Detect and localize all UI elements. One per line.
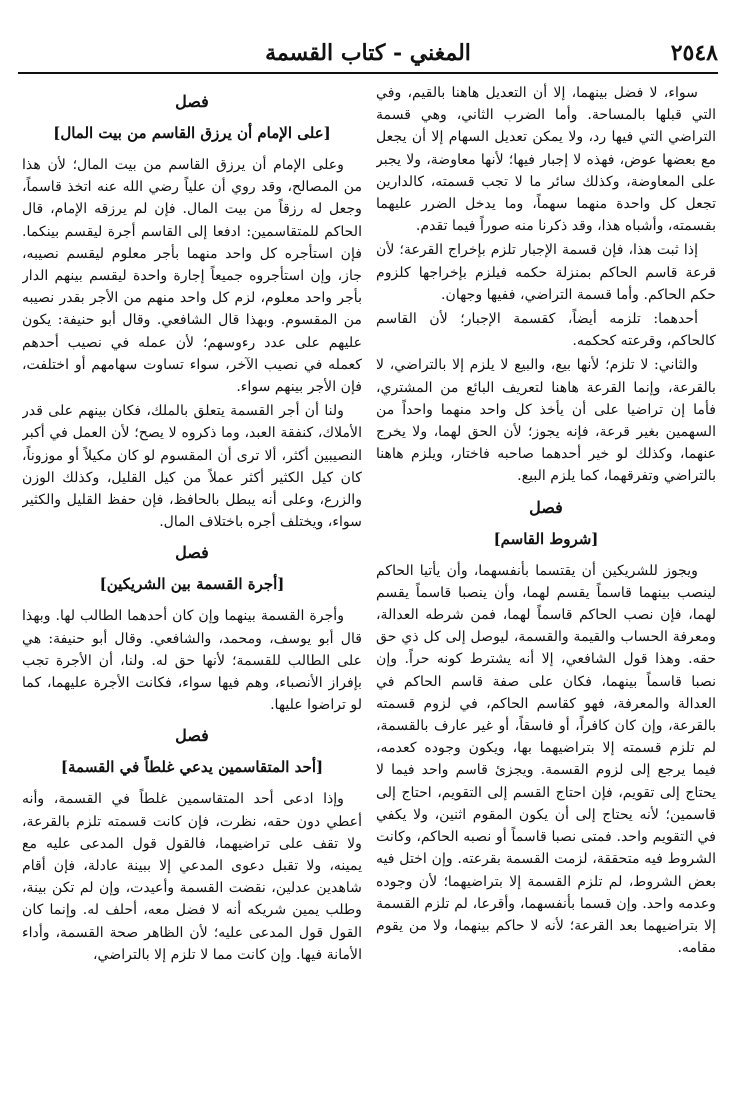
- running-title: المغني - كتاب القسمة: [265, 40, 471, 66]
- paragraph: أحدهما: تلزمه أيضاً، كقسمة الإجبار؛ لأن القاسم كالحاكم، وقرعته كحكمه.: [376, 311, 716, 350]
- section-heading: فصل: [529, 497, 563, 517]
- section-subheading: [أحد المتقاسمين يدعي غلطاً في القسمة]: [60, 758, 324, 777]
- left-column: [22, 82, 362, 1082]
- header-rule: [18, 72, 718, 74]
- paragraph: ويجوز للشريكين أن يقتسما بأنفسهما، وأن يأتيا الحاكم لينصب بينهما قاسماً يقسم لهما، وأن ينصبا قاسماً يقسم لهما، فإن نصب الحاكم قاسماً لهما، فمن شرطه العدالة، ومعرفة الحساب والقيمة والقسمة، ليوصل إلى كل ذي حق حقه. وهذا قول الشافعي، إلا أنه يشترط كونه حراً. وإن نصبا قاسماً بينهما، فكان على صفة قاسم الحاكم في العدالة والمعرفة، فهو كقاسم الحاكم، في لزوم قسمته بالقرعة، وإن كان كافراً، أو فاسقاً، أو غير عارف بالقسمة، لم تلزم قسمته إلا بتراضيهما بها، ويكون وجوده كعدمه، فيما يرجع إلى لزوم القسمة. ويجزئ قاسم واحد فيما لا يحتاج إلى تقويم، فإن احتاج القسم إلى التقويم، احتاج إلى قاسمين؛ لأنه يحتاج إلى أن يكون المقوم اثنين، ولا يكفي في التقويم واحد. فمتى نصبا قاسماً أو نصبه الحاكم، وكانت الشروط فيه متحققة، لزمت القسمة بقرعته. وإن اختل فيه بعض الشروط، لم تلزم القسمة إلا بتراضيهما؛ لأن وجوده وعدمه واحد. وإن قسما بأنفسهما، وأقرعا، لم تلزم القسمة إلا بتراضيهما بعد القرعة؛ لأنه لا حاكم بينهما، ولا من يقوم مقامه.: [376, 562, 716, 957]
- paragraph: والثاني: لا تلزم؛ لأنها بيع، والبيع لا يلزم إلا بالتراضي، لا بالقرعة، وإنما القرعة هاهنا لتعريف البائع من المشتري، فأما إن تراضيا على أن يأخذ كل واحد منهما واحداً من السهمين بغير قرعة، فإنه يجوز؛ لأن الحق لهما، ولا يخرج عنهما، وكذلك لو خير أحدهما صاحبه فاختار، ويلزم هاهنا بالتراضي وتفرقهما، كما يلزم البيع.: [376, 357, 716, 485]
- page-header: [18, 38, 718, 68]
- paragraph: إذا ثبت هذا، فإن قسمة الإجبار تلزم بإخراج القرعة؛ لأن قرعة قاسم الحاكم بمنزلة حكمه فيلزم بإخراجها كلزوم حكم الحاكم. وأما قسمة التراضي، ففيها وجهان.: [376, 242, 716, 303]
- section-heading: فصل: [175, 92, 209, 111]
- paragraph: وعلى الإمام أن يرزق القاسم من بيت المال؛ لأن هذا من المصالح، وقد روي أن علياً رضي الله عنه اتخذ قاسماً، وجعل له رزقاً من بيت المال. فإن لم يرزقه الإمام، قال الحاكم للمتقاسمين: ادفعا إلى القاسم أجرة ليقسم بينكما. فإن استأجره كل واحد منهما بأجر معلوم ليقسم نصيبه، جاز، وإن استأجروه جميعاً إجارة واحدة ليقسم بينهم الدار بأجر واحد معلوم، لزم كل واحد منهم من الأجر بقدر نصيبه من المقسوم. وبهذا قال الشافعي. وقال أبو حنيفة: يكون عليهم على عدد رءوسهم؛ لأن عمله في نصيب أحدهم كعمله في نصيب الآخر، سواء تساوت سهامهم أو اختلفت، فإن الأجر بينهم سواء.: [22, 157, 362, 396]
- paragraph: ولنا أن أجر القسمة يتعلق بالملك، فكان بينهم على قدر الأملاك، كنفقة العبد، وما ذكروه لا يصح؛ لأن العمل في أكبر النصيبين أكثر، ألا ترى أن المقسوم لو كان مكيلاً أو موزوناً، كان كيل الكثير أكثر عملاً من كيل القليل، وكذلك الوزن والزرع، وعلى أنه يبطل بالحافظ، فإن حفظ القليل والكثير سواء، ويختلف أجره باختلاف المال.: [22, 403, 362, 531]
- paragraph: سواء، لا فضل بينهما، إلا أن التعديل هاهنا بالقيم، وفي التي قبلها بالمساحة. وأما الضرب الثاني، وهي قسمة التراضي التي فيها رد، ولا يمكن تعديل السهام إلا أن يجعل مع بعضها عوض، فهذه لا إجبار فيها؛ لأنها معاوضة، ولا يجبر على المعاوضة، وكذلك سائر ما لا تجب قسمته، كالدارين تجعل كل واحدة منهما سهماً، وما يدخل الضرر عليهما بقسمته، وأشباه هذا، وقد ذكرنا منه صوراً فيما تقدم.: [376, 85, 716, 235]
- right-column: [376, 82, 716, 1082]
- section-heading: فصل: [175, 726, 209, 746]
- paragraph: وإذا ادعى أحد المتقاسمين غلطاً في القسمة، وأنه أعطي دون حقه، نظرت، فإن كانت قسمته تلزم بالقرعة، ولا تقف على تراضيهما، فالقول قول المدعى عليه مع يمينه، ولا تقبل دعوى المدعي إلا ببينة عادلة، فإن أقام شاهدين عدلين، نقضت القسمة وأعيدت، وإن لم تكن بينة، وطلب يمين شريكه أنه لا فضل معه، أحلف له. وإنما كان القول قول المدعى عليه؛ لأن الظاهر صحة القسمة، وأداء الأمانة فيها. وإن كانت مما لا تلزم إلا بالتراضي،: [22, 791, 362, 963]
- section-subheading: [على الإمام أن يرزق القاسم من بيت المال]: [53, 124, 331, 142]
- section-heading: فصل: [175, 543, 209, 563]
- paragraph: وأجرة القسمة بينهما وإن كان أحدهما الطالب لها. وبهذا قال أبو يوسف، ومحمد، والشافعي. وقال أبو حنيفة: هي على الطالب للقسمة؛ لأنها حق له. ولنا، أن الأجرة تجب بإفراز الأنصباء، وهم فيها سواء، فكانت الأجرة عليهما، كما لو تراضوا عليها.: [22, 608, 362, 714]
- page-number: ٢٥٤٨: [670, 40, 718, 66]
- section-subheading: [شروط القاسم]: [493, 529, 599, 548]
- section-subheading: [أجرة القسمة بين الشريكين]: [99, 575, 285, 594]
